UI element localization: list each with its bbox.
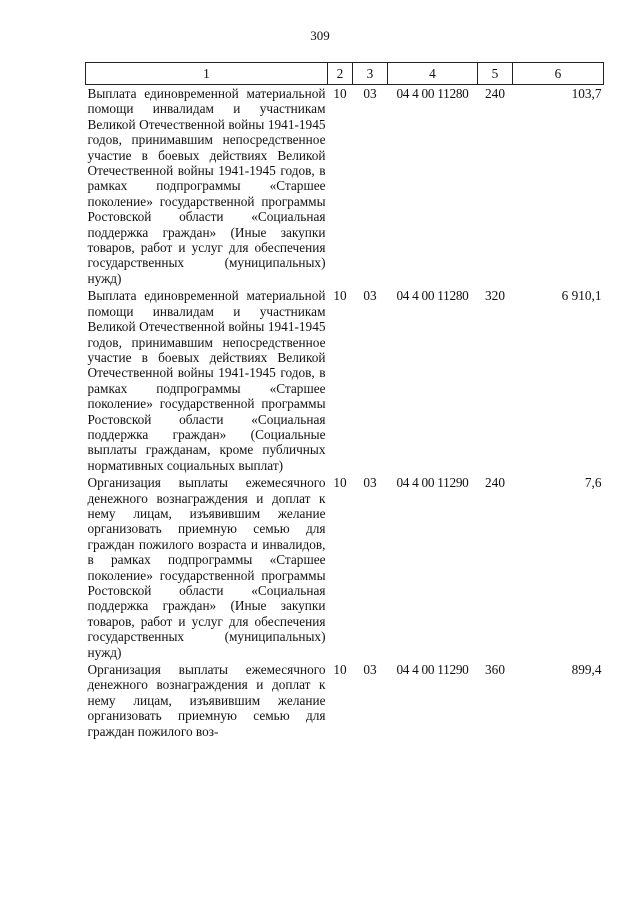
row-section: 10: [333, 86, 347, 101]
header-col-amount: 6: [513, 63, 604, 85]
row-target-article: 04 4 00 11290: [396, 662, 469, 678]
row-amount: 103,7: [571, 86, 602, 101]
header-col-target-article: 4: [388, 63, 478, 85]
row-description: Организация выплаты ежемесячного денежного вознаграждения и доплат к нему лицам, изъявившим желание организовать приемную семью для граждан пожилого возраста и инвалидов, в рамках подпрограммы «Старшее поколение» государственной программы Ростовской области «Социальная поддержка граждан» (Иные закупки товаров, работ и услуг для обеспечения государственных (муниципальных) нужд): [87, 475, 326, 660]
table-header-row: [86, 63, 604, 85]
row-expense-type: 360: [485, 662, 505, 678]
row-amount: 7,6: [584, 475, 602, 491]
page-number: 309: [310, 28, 330, 43]
row-expense-type: 240: [485, 475, 505, 491]
row-expense-type: 240: [485, 86, 505, 101]
row-amount: 899,4: [571, 662, 602, 678]
row-target-article: 04 4 00 11280: [396, 288, 469, 304]
row-amount: 6 910,1: [561, 288, 602, 304]
budget-table: [85, 62, 604, 740]
row-target-article: 04 4 00 11280: [396, 86, 469, 101]
row-subsection: 03: [363, 86, 377, 101]
row-subsection: 03: [363, 288, 377, 304]
row-description: Выплата единовременной материальной помощи инвалидам и участникам Великой Отечественной войны 1941-1945 годов, принимавшим непосредственное участие в боевых действиях Великой Отечественной войны 1941-1945 годов, в рамках подпрограммы «Старшее поколение» государственной программы Ростовской области «Социальная поддержка граждан» (Иные закупки товаров, работ и услуг для обеспечения государственных (муниципальных) нужд): [87, 86, 326, 286]
header-col-expense-type: 5: [478, 63, 513, 85]
row-description: Организация выплаты ежемесячного денежного вознаграждения и доплат к нему лицам, изъявившим желание организовать приемную семью для граждан пожилого воз-: [87, 662, 326, 739]
header-col-subsection: 3: [353, 63, 388, 85]
row-subsection: 03: [363, 662, 377, 678]
row-expense-type: 320: [485, 288, 505, 304]
row-section: 10: [333, 662, 347, 678]
table-row: [86, 474, 604, 661]
table-row: [86, 661, 604, 740]
row-section: 10: [333, 475, 347, 491]
table-row: [86, 287, 604, 474]
row-section: 10: [333, 288, 347, 304]
row-description: Выплата единовременной материальной помощи инвалидам и участникам Великой Отечественной войны 1941-1945 годов, принимавшим непосредственное участие в боевых действиях Великой Отечественной войны 1941-1945 годов, в рамках подпрограммы «Старшее поколение» государственной программы Ростовской области «Социальная поддержка граждан» (Социальные выплаты гражданам, кроме публичных нормативных социальных выплат): [87, 288, 326, 473]
header-col-section: 2: [328, 63, 353, 85]
row-target-article: 04 4 00 11290: [396, 475, 469, 491]
header-col-description: 1: [86, 63, 328, 85]
table-row: [86, 85, 604, 288]
row-subsection: 03: [363, 475, 377, 491]
